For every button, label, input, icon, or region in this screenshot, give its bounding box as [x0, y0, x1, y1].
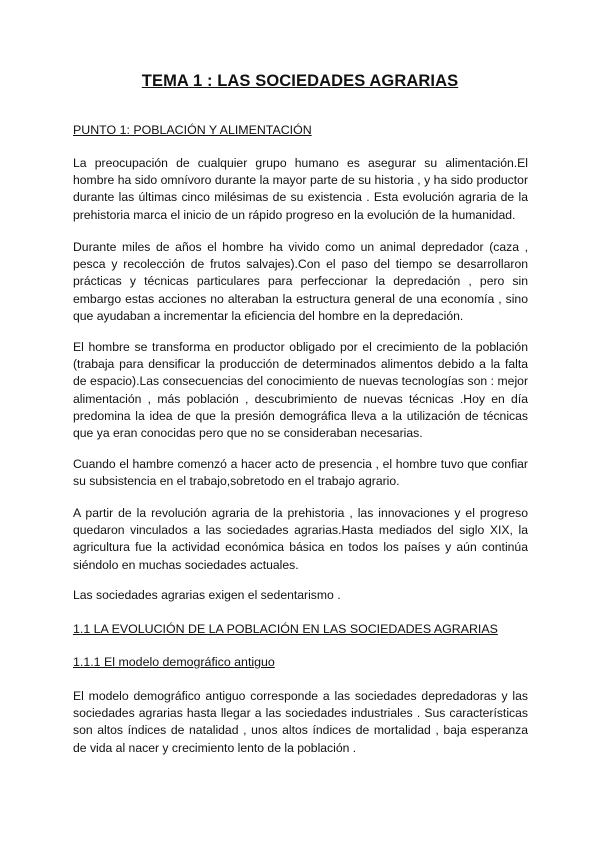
section-1-1-1-heading: 1.1.1 El modelo demográfico antiguo — [73, 655, 275, 669]
paragraph-3: El hombre se transforma en productor obligado por el crecimiento de la población (trabaja para densificar la producción de determinados alimentos debido a la falta de espacio).Las consecuencias del conocimiento de nuevas tecnologías son : mejor alimentación , más población , descubrimiento de nuevas técnicas .Hoy en día predomina la idea de que la presión demográfica lleva a la utilización de técnicas que ya eran conocidas pero que no se consideraban necesarias. — [73, 340, 528, 441]
section-1-1-heading: 1.1 LA EVOLUCIÓN DE LA POBLACIÓN EN LAS SOCIEDADES AGRARIAS — [73, 622, 498, 636]
section-1-1-1-paragraph: El modelo demográfico antiguo corresponde a las sociedades depredadoras y las sociedades agrarias hasta llegar a las sociedades industriales . Sus características son altos índices de natalidad , unos altos índices de mortalidad , baja esperanza de vida al nacer y crecimiento lento de la población . — [73, 689, 528, 755]
paragraph-1: La preocupación de cualquier grupo humano es asegurar su alimentación.El hombre ha sido omnívoro durante la mayor parte de su historia , y ha sido productor durante las últimas cinco milésimas de su existencia . Esta evolución agraria de la prehistoria marca el inicio de un rápido progreso en la evolución de la humanidad. — [73, 156, 528, 222]
paragraph-4: Cuando el hambre comenzó a hacer acto de presencia , el hombre tuvo que confiar su subsistencia en el trabajo,sobretodo en el trabajo agrario. — [73, 457, 528, 489]
paragraph-2: Durante miles de años el hombre ha vivido como un animal depredador (caza , pesca y recolección de frutos salvajes).Con el paso del tiempo se desarrollaron prácticas y técnicas particulares para perfeccionar la depredación , pero sin embargo estas acciones no alteraban la estructura general de una economía , sino que ayudaban a incrementar la eficiencia del hombre en la depredación. — [73, 240, 528, 323]
paragraph-6: Las sociedades agrarias exigen el sedentarismo . — [73, 588, 341, 602]
document-title: TEMA 1 : LAS SOCIEDADES AGRARIAS — [141, 72, 459, 90]
paragraph-5: A partir de la revolución agraria de la prehistoria , las innovaciones y el progreso quedaron vinculados a las sociedades agrarias.Hasta mediados del siglo XIX, la agricultura fue la actividad económica básica en todos los países y aún continúa siéndolo en muchas sociedades actuales. — [73, 506, 528, 572]
punto-1-heading: PUNTO 1: POBLACIÓN Y ALIMENTACIÓN — [73, 123, 312, 137]
